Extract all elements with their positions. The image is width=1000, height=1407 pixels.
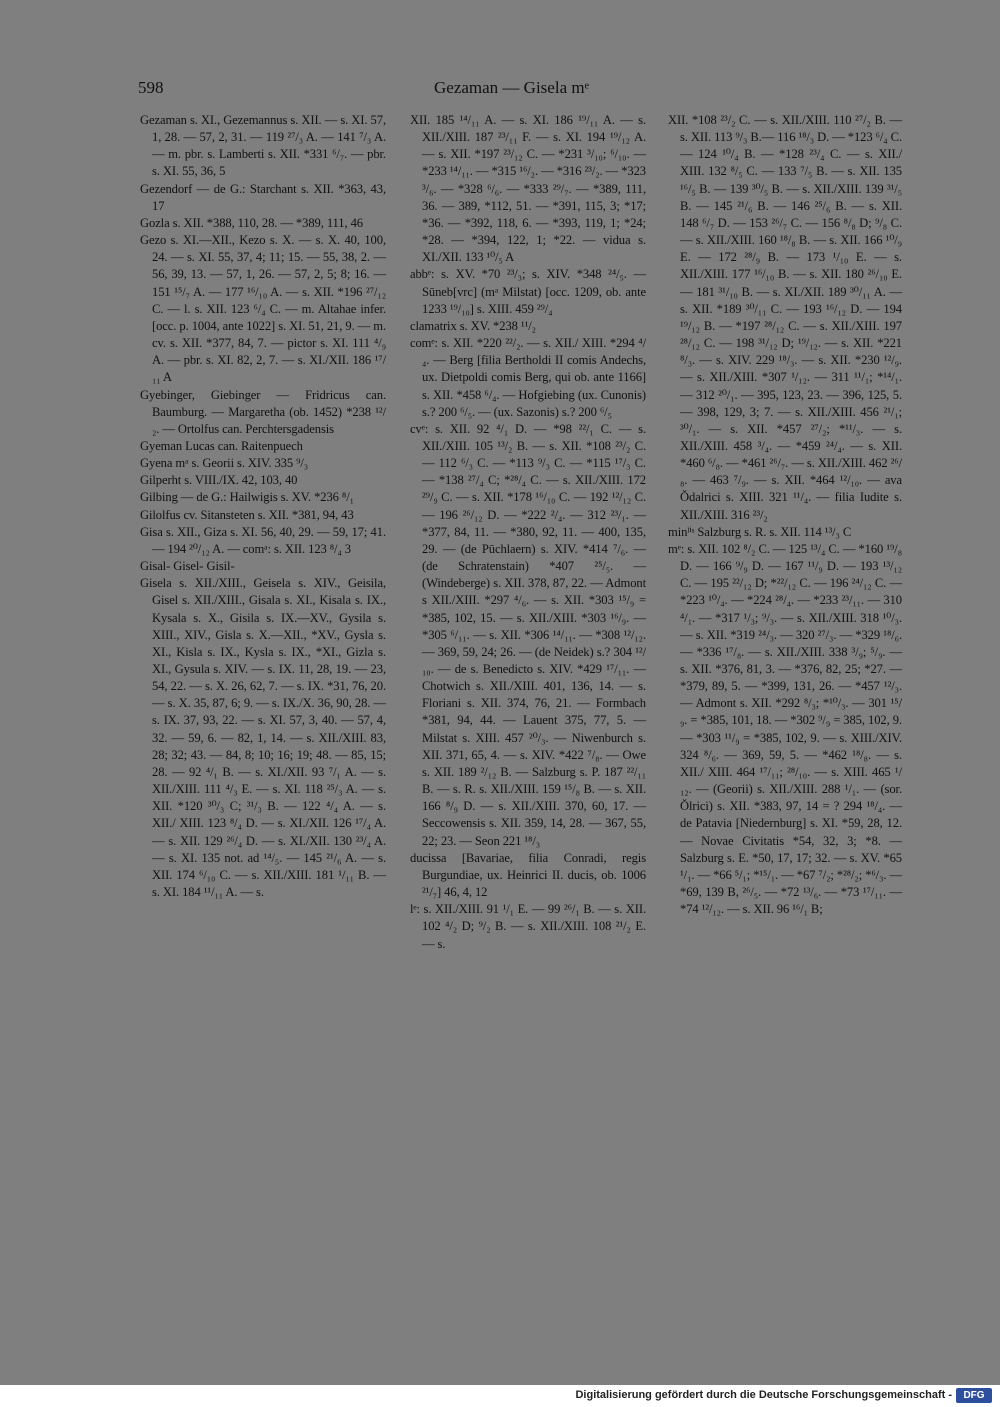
index-entry: abbᵉ: s. XV. *70 ²³/₃; s. XIV. *348 ²⁴/₅. — Sūneb[vrc] (mᵃ Milstat) [occ. 1209, ob. ante 1233 ¹⁹/₁₀] s. XIII. 459 ²⁹/₄ — [410, 267, 646, 316]
index-entry: minˡⁱˢ Salzburg s. R. s. XII. 114 ¹³/₃ C — [668, 524, 852, 539]
index-entry: Gozla s. XII. *388, 110, 28. — *389, 111, 46 — [140, 215, 363, 230]
index-entry: Gezo s. XI.—XII., Kezo s. X. — s. X. 40, 100, 24. — s. XI. 55, 37, 4; 11; 15. — 55, 38, 2. — 56, 39, 13. — 57, 1, 26. — 57, 2, 5; 8; 16. — 151 ¹⁵/₇ A. — 177 ¹⁶/₁₀ A. — s. XII. *196 ²⁷/₁₂ C. — l. s. XII. 123 ⁶/₄ C. — m. Altahae infer. [occ. p. 1004, ante 1022] s. XI. 51, 21, 9. — m. cv. s. XII. *377, 84, 7. — pictor s. XI. 111 ⁴/₉ A. — pbr. s. XI. 82, 2, 7. — s. XI./XII. 186 ¹⁷/₁₁ A — [140, 233, 386, 385]
index-entry: Gyena mᵃ s. Georii s. XIV. 335 ⁹/₃ — [140, 456, 309, 471]
index-entry: comᵉ: s. XII. *220 ²²/₂. — s. XII./ XIII. *294 ⁴/₄. — Berg [filia Bertholdi II comis Andechs, ux. Dietpoldi comis Berg, qui ob. ante 1166] s. XII. *458 ⁶/₄. — Hofgiebing (ux. Cunonis) s.? 200 ⁶/₅. — (ux. Sazonis) s.? 200 ⁶/₅ — [410, 336, 646, 419]
index-entry: Gilperht s. VIII./IX. 42, 103, 40 — [140, 473, 298, 488]
column-1 — [140, 112, 386, 901]
index-entry: ducissa [Bavariae, filia Conradi, regis Burgundiae, ux. Heinrici II. ducis, ob. 1006 ²¹/₇] 46, 4, 12 — [410, 850, 646, 900]
index-entry: Gisal- Gisel- Gisil- — [140, 559, 235, 574]
running-title: Gezaman — Gisela mᵉ — [434, 78, 589, 97]
index-entry: Gilolfus cv. Sitansteten s. XII. *381, 94, 43 — [140, 507, 354, 522]
index-entry: Gisela s. XII./XIII., Geisela s. XIV., Geisila, Gisel s. XII./XIII., Gisala s. XI., Kisala s. IX., Kysala s. X., Gisila s. IX.—XV., Gysila s. XIII., XIV., Gisla s. X.—XII., *XV., Gysla s. XI., Kisla s. IX., Kysla s. IX., *XI., Gizla s. XI., Gysula s. XIV. — s. IX. 11, 28, 19. — 23, 54, 22. — s. X. 26, 62, 7. — s. IX. *31, 76, 20. — s. X. 35, 87, 6; 9. — s. IX./X. 36, 90, 28. — s. IX. 37, 93, 22. — s. XI. 57, 3, 40. — 57, 4, 32. — 59, 6. — 82, 1, 14. — s. XII./XIII. 83, 28; 32; 43. — 84, 8; 10; 16; 19; 48. — 85, 15; 28. — 92 ⁴/₁ B. — s. XI./XII. 93 ⁷/₁ A. — s. XII./XIII. 111 ⁴/₃ E. — s. XI. 118 ²⁵/₃ A. — s. XII. *120 ³⁰/₃ C; ³¹/₃ B. — 122 ⁴/₄ A. — s. XII./ XIII. 123 ⁸/₄ D. — s. XI./XII. 126 ¹⁷/₄ A. — s. XII. 129 ²⁶/₄ D. — s. XI./XII. 130 ²³/₄ A. — s. XI. 135 not. ad ¹⁴/₅. — 145 ²¹/₆ A. — s. XII. 174 ⁶/₁₀ C. — s. XII./XIII. 181 ¹/₁₁ B. — s. XI. 184 ¹¹/₁₁ A. — s. — [140, 576, 386, 900]
index-entry: cvᵉ: s. XII. 92 ⁴/₁ D. — *98 ²²/₁ C. — s. XII./XIII. 105 ¹³/₂ B. — s. XII. *108 ²³/₂ C. — 112 ⁶/₃ C. — *113 ⁹/₃ C. — *115 ¹⁷/₃ C. — *138 ²⁷/₄ C; *²⁸/₄ C. — s. XII./XIII. 172 ²⁹/₉ C. — s. XII. *178 ¹⁶/₁₀ C. — 192 ¹²/₁₂ C. — 196 ²⁶/₁₂ D. — *222 ²/₄. — 312 ²³/₁. — *377, 84, 11. — *380, 92, 11. — 400, 135, 29. — (de Pūchlaern) s. XIV. *414 ⁷/₆. — (de Schratenstain) *407 ²⁵/₅. — (Windeberge) s. XII. 378, 87, 22. — Admont s XII./XIII. *297 ⁴/₆. — s. XII. *303 ¹⁵/₉ = *385, 102, 15. — s. XII./XIII. *303 ¹⁶/₉. — *305 ⁶/₁₁. — s. XII. *306 ¹⁴/₁₁. — *308 ¹²/₁₂. — 369, 59, 24; 26. — (de Neidek) s.? 304 ¹²/₁₀. — de s. Benedicto s. XIV. *429 ¹⁷/₁₁. — Chotwich s. XII./XIII. 401, 136, 14. — s. Floriani s. XII. 374, 76, 21. — Formbach *381, 94, 44. — Lauent 375, 77, 5. — Milstat s. XIII. 457 ²⁰/₃. — Niwenburch s. XII. 371, 65, 4. — s. XIV. *422 ⁷/₈. — Owe s. XII. 189 ²/₁₂ B. — Salzburg s. P. 187 ²²/₁₁ B. — s. R. s. XII./XIII. 159 ¹⁵/₈ B. — s. XII. 166 ⁸/₉ D. — s. XII./XIII. 370, 60, 17. — Seccowensis s. XII. 359, 14, 28. — 367, 55, 22; 23. — Seon 221 ¹⁸/₃ — [410, 421, 646, 848]
index-entry: Gezendorf — de G.: Starchant s. XII. *363, 43, 17 — [140, 181, 386, 213]
column-2 — [410, 112, 646, 953]
page-number: 598 — [138, 78, 164, 97]
index-entry: XII. *108 ²³/₂ C. — s. XII./XIII. 110 ²⁷/₂ B. — s. XII. 113 ⁹/₃ B.— 116 ¹⁸/₃ D. — *123 ⁶/₄ C. — 124 ¹⁰/₄ B. — *128 ²³/₄ C. — s. XII./ XIII. 132 ⁸/₅ C. — 133 ⁷/₅ B. — s. XII. 135 ¹⁶/₅ B. — 139 ³⁰/₅ B. — s. XII./XIII. 139 ³¹/₅ B. — 145 ²¹/₆ B. — 146 ²⁵/₆ B. — s. XII. 148 ⁶/₇ D. — 153 ²⁶/₇ C. — 156 ⁸/₈ D; ⁹/₈ C. — s. XII./XIII. 160 ¹⁸/₈ B. — s. XII. 166 ¹⁰/₉ E. — 172 ²⁸/₉ B. — 173 ¹/₁₀ E. — s. XII./XIII. 177 ¹⁶/₁₀ B. — s. XII. 180 ²⁶/₁₀ E. — 181 ³¹/₁₀ B. — s. XI./XII. 189 ³⁰/₁₁ A. — s. XII. *189 ³⁰/₁₁ C. — 193 ¹⁶/₁₂ D. — 194 ¹⁹/₁₂ B. — *197 ²⁸/₁₂ C. — s. XII./XIII. 197 ²⁸/₁₂ C. — 198 ³¹/₁₂ D; ¹⁹/₁₂. — s. XII. *221 ⁸/₃. — s. XIV. 229 ¹⁸/₃. — s. XII. *230 ¹²/₉. — s. XII./XIII. *307 ¹/₁₂. — 311 ¹¹/₁; *¹⁴/₁. — 312 ²⁰/₁. — 395, 123, 23. — 396, 125, 5. — 398, 129, 3; 7. — s. XII./XIII. 456 ²¹/₁; ³⁰/₁. — s. XII. *457 ²⁷/₂; *¹¹/₃. — s. XII./XIII. 458 ³/₄. — *459 ²⁴/₄. — s. XII. *460 ⁶/₈. — *461 ²⁶/₇. — s. XII./XIII. 462 ²⁶/₈. — 463 ⁷/₉. — s. XII. *464 ¹²/₁₀. — ava Ŏdalrici s. XIII. 321 ¹¹/₄. — filia Iudite s. XII./XIII. 316 ²³/₂ — [668, 113, 902, 522]
index-entry: Gyebinger, Giebinger — Fridricus can. Baumburg. — Margaretha (ob. 1452) *238 ¹²/₂. — Ortolfus can. Perchtersgadensis — [140, 387, 386, 436]
index-entry: clamatrix s. XV. *238 ¹¹/₂ — [410, 318, 536, 333]
dfg-logo: DFG — [956, 1388, 992, 1403]
index-entry: Gilbing — de G.: Hailwigis s. XV. *236 ⁸/₁ — [140, 490, 354, 505]
index-entry: Gyeman Lucas can. Raitenpuech — [140, 438, 303, 453]
index-entry: Gisa s. XII., Giza s. XI. 56, 40, 29. — 59, 17; 41. — 194 ²⁰/₁₂ A. — comᵃ: s. XII. 123 ⁸/₄ 3 — [140, 524, 386, 556]
index-entry: Gezaman s. XI., Gezemannus s. XII. — s. XI. 57, 1, 28. — 57, 2, 31. — 119 ²⁷/₃ A. — 141 ⁷/₃ A. — m. pbr. s. Lamberti s. XII. *331 ⁶/₇. — pbr. s. XI. 55, 36, 5 — [140, 113, 386, 179]
index-entry: lᵉ: s. XII./XIII. 91 ¹/₁ E. — 99 ²⁶/₁ B. — s. XII. 102 ⁴/₂ D; ⁹/₂ B. — s. XII./XIII. 108 ²¹/₂ E. — s. — [410, 902, 646, 951]
index-entry: mᵉ: s. XII. 102 ⁸/₂ C. — 125 ¹³/₄ C. — *160 ¹⁹/₈ D. — 166 ⁹/₉ D. — 167 ¹¹/₉ D. — 193 ¹³/₁₂ C. — 195 ²²/₁₂ D; *²²/₁₂ C. — 196 ²⁴/₁₂ C. — *223 ¹⁰/₄. — *224 ²⁸/₄. — *233 ²³/₁₁. — 310 ⁴/₁. — *317 ¹/₃; ⁹/₃. — s. XII./XIII. 318 ¹⁰/₃. — s. XII. *319 ²⁴/₃. — 320 ²⁷/₃. — *329 ¹⁸/₆. — *336 ¹⁷/₈. — s. XII./XIII. 338 ³/₉; ⁵/₉. — s. XII. *376, 81, 3. — *376, 82, 25; *27. — *379, 89, 5. — *399, 131, 26. — *457 ¹²/₃. — Admont s. XII. *292 ⁸/₃; *¹⁰/₃. — 301 ¹⁵/₉. = *385, 101, 18. — *302 ⁹/₉ = 385, 102, 9. — *303 ¹¹/₉ = *385, 102, 9. — s. XIII./XIV. 324 ⁸/₆. — 369, 59, 5. — *462 ¹⁸/₈. — s. XII./ XIII. 464 ¹⁷/₁₁; ²⁸/₁₀. — s. XIII. 465 ¹/₁₂. — (Georii) s. XII./XIII. 288 ¹/₁. — (sor. Ŏlrici) s. XII. *383, 97, 14 = ? 294 ¹⁸/₄. — de Patavia [Niedernburg] s. XI. *59, 28, 12. — Novae Civitatis *54, 32, 3; *8. — Salzburg s. E. *50, 17, 17; 32. — s. XV. *65 ¹/₁. — *66 ⁵/₁; *¹⁵/₁. — *67 ⁷/₂; *²⁸/₂; *⁶/₃. — *69, 139 B, ²⁶/₅. — *72 ¹³/₆. — *73 ¹⁷/₁₁. — *74 ¹²/₁₂. — s. XII. 96 ¹⁶/₁ B; — [668, 541, 902, 917]
column-3 — [668, 112, 902, 918]
index-page — [112, 60, 922, 1360]
index-entry: XII. 185 ¹⁴/₁₁ A. — s. XI. 186 ¹⁹/₁₁ A. — s. XII./XIII. 187 ²³/₁₁ F. — s. XI. 194 ¹⁹/₁₂ A. — s. XII. *197 ²³/₁₂ C. — *231 ³/₁₀; ⁶/₁₀. — *233 ¹⁴/₁₁. — *315 ¹⁶/₂. — *316 ²³/₂. — *323 ³/₆. — *328 ⁶/₆. — *333 ²⁹/₇. — *389, 111, 36. — 389, *112, 51. — *391, 115, 3; *17; *36. — *392, 118, 6. — *393, 119, 1; *24; *28. — *394, 122, 1; *22. — vidua s. XI./XII. 133 ¹⁰/₅ A — [410, 113, 646, 265]
footer-text: Digitalisierung gefördert durch die Deutsche Forschungsgemeinschaft - — [575, 1389, 952, 1401]
footer-bar — [0, 1385, 1000, 1407]
